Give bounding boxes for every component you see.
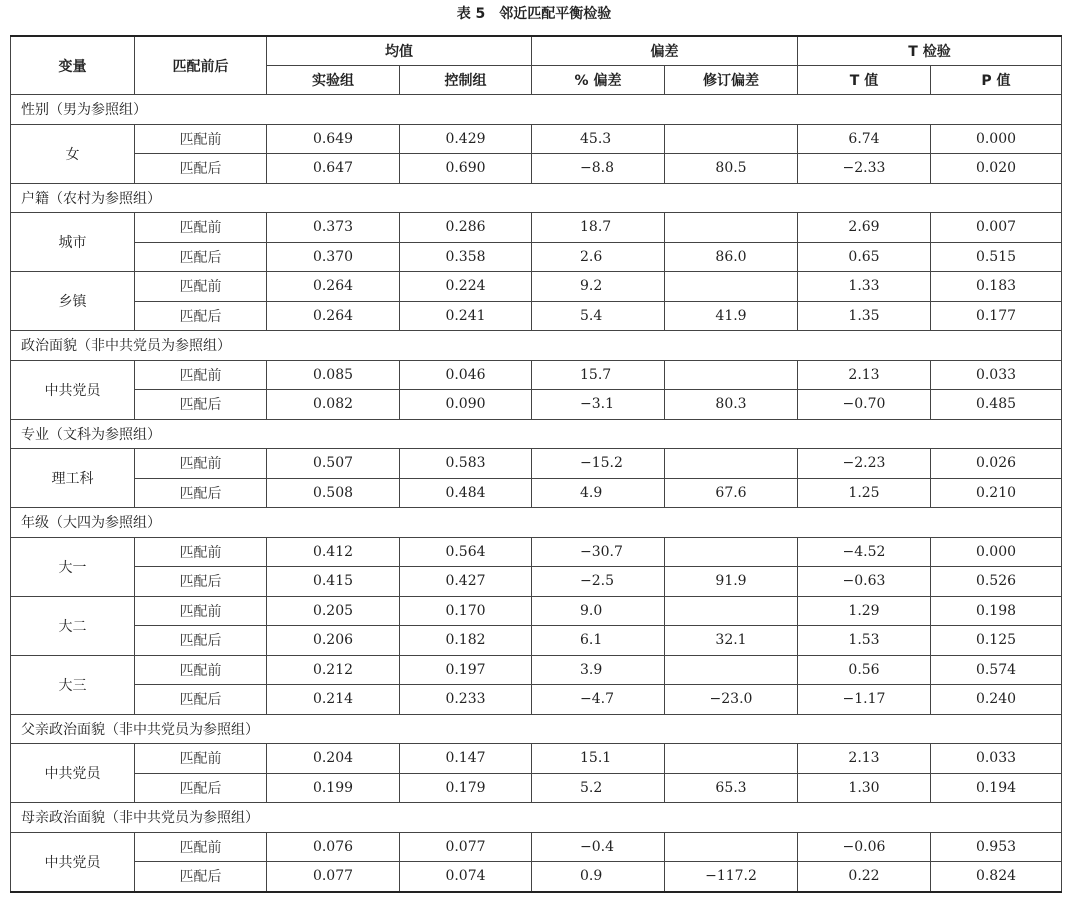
table-row (11, 242, 1062, 272)
p-value-cell: 0.194 (931, 773, 1062, 803)
control-mean-cell: 0.429 (400, 124, 532, 154)
stage-cell: 匹配前 (135, 537, 267, 567)
stage-cell: 匹配前 (135, 449, 267, 479)
group-row (11, 419, 1062, 449)
reduction-cell (665, 744, 798, 774)
pct-bias-cell: 15.1 (532, 744, 665, 774)
t-value-cell: 1.53 (798, 626, 931, 656)
table-row (11, 390, 1062, 420)
table-row (11, 301, 1062, 331)
header-ttest: T 检验 (798, 36, 1062, 66)
stage-cell: 匹配后 (135, 567, 267, 597)
stage-cell: 匹配后 (135, 154, 267, 184)
treated-mean-cell: 0.412 (267, 537, 400, 567)
header-bias: 偏差 (532, 36, 798, 66)
control-mean-cell: 0.046 (400, 360, 532, 390)
t-value-cell: 6.74 (798, 124, 931, 154)
stage-cell: 匹配前 (135, 124, 267, 154)
treated-mean-cell: 0.214 (267, 685, 400, 715)
group-row (11, 95, 1062, 125)
stage-cell: 匹配前 (135, 596, 267, 626)
header-treated: 实验组 (267, 66, 400, 95)
p-value-cell: 0.198 (931, 596, 1062, 626)
p-value-cell: 0.210 (931, 478, 1062, 508)
reduction-cell: 91.9 (665, 567, 798, 597)
reduction-cell (665, 124, 798, 154)
reduction-cell: 65.3 (665, 773, 798, 803)
pct-bias-cell: −8.8 (532, 154, 665, 184)
t-value-cell: −1.17 (798, 685, 931, 715)
treated-mean-cell: 0.264 (267, 272, 400, 302)
p-value-cell: 0.125 (931, 626, 1062, 656)
treated-mean-cell: 0.212 (267, 655, 400, 685)
variable-name: 中共党员 (11, 744, 135, 803)
group-title: 母亲政治面貌（非中共党员为参照组） (11, 803, 1062, 833)
treated-mean-cell: 0.373 (267, 213, 400, 243)
pct-bias-cell: 6.1 (532, 626, 665, 656)
reduction-cell: −117.2 (665, 862, 798, 892)
p-value-cell: 0.026 (931, 449, 1062, 479)
group-title: 专业（文科为参照组） (11, 419, 1062, 449)
t-value-cell: −0.70 (798, 390, 931, 420)
header-pct-bias: % 偏差 (532, 66, 665, 95)
t-value-cell: −4.52 (798, 537, 931, 567)
p-value-cell: 0.824 (931, 862, 1062, 892)
reduction-cell (665, 360, 798, 390)
table-row (11, 360, 1062, 390)
header-reduction: 修订偏差 (665, 66, 798, 95)
variable-name: 中共党员 (11, 360, 135, 419)
header-stage: 匹配前后 (135, 36, 267, 95)
treated-mean-cell: 0.199 (267, 773, 400, 803)
t-value-cell: 0.56 (798, 655, 931, 685)
control-mean-cell: 0.090 (400, 390, 532, 420)
reduction-cell (665, 213, 798, 243)
control-mean-cell: 0.233 (400, 685, 532, 715)
t-value-cell: 1.35 (798, 301, 931, 331)
t-value-cell: 1.29 (798, 596, 931, 626)
balance-table (10, 35, 1062, 893)
stage-cell: 匹配后 (135, 390, 267, 420)
pct-bias-cell: 5.2 (532, 773, 665, 803)
table-row (11, 773, 1062, 803)
treated-mean-cell: 0.085 (267, 360, 400, 390)
reduction-cell (665, 832, 798, 862)
table-row (11, 124, 1062, 154)
table-row (11, 596, 1062, 626)
treated-mean-cell: 0.508 (267, 478, 400, 508)
p-value-cell: 0.485 (931, 390, 1062, 420)
header-control: 控制组 (400, 66, 532, 95)
stage-cell: 匹配后 (135, 478, 267, 508)
table-row (11, 537, 1062, 567)
pct-bias-cell: 45.3 (532, 124, 665, 154)
group-title: 户籍（农村为参照组） (11, 183, 1062, 213)
p-value-cell: 0.240 (931, 685, 1062, 715)
header-p-value: P 值 (931, 66, 1062, 95)
table-row (11, 213, 1062, 243)
t-value-cell: 1.33 (798, 272, 931, 302)
header-t-value: T 值 (798, 66, 931, 95)
reduction-cell: 41.9 (665, 301, 798, 331)
p-value-cell: 0.526 (931, 567, 1062, 597)
control-mean-cell: 0.286 (400, 213, 532, 243)
p-value-cell: 0.033 (931, 360, 1062, 390)
treated-mean-cell: 0.082 (267, 390, 400, 420)
t-value-cell: 2.69 (798, 213, 931, 243)
control-mean-cell: 0.484 (400, 478, 532, 508)
reduction-cell: 67.6 (665, 478, 798, 508)
t-value-cell: −0.06 (798, 832, 931, 862)
treated-mean-cell: 0.649 (267, 124, 400, 154)
p-value-cell: 0.033 (931, 744, 1062, 774)
stage-cell: 匹配前 (135, 272, 267, 302)
reduction-cell: 86.0 (665, 242, 798, 272)
table-row (11, 478, 1062, 508)
table-body (11, 95, 1062, 892)
stage-cell: 匹配前 (135, 213, 267, 243)
control-mean-cell: 0.358 (400, 242, 532, 272)
group-row (11, 508, 1062, 538)
stage-cell: 匹配后 (135, 685, 267, 715)
stage-cell: 匹配后 (135, 773, 267, 803)
table-row (11, 655, 1062, 685)
treated-mean-cell: 0.647 (267, 154, 400, 184)
header-mean: 均值 (267, 36, 532, 66)
pct-bias-cell: 5.4 (532, 301, 665, 331)
t-value-cell: 2.13 (798, 360, 931, 390)
stage-cell: 匹配前 (135, 655, 267, 685)
table-row (11, 449, 1062, 479)
stage-cell: 匹配后 (135, 242, 267, 272)
table-row (11, 744, 1062, 774)
pct-bias-cell: −15.2 (532, 449, 665, 479)
control-mean-cell: 0.197 (400, 655, 532, 685)
control-mean-cell: 0.241 (400, 301, 532, 331)
variable-name: 大二 (11, 596, 135, 655)
table-row (11, 154, 1062, 184)
header-variable: 变量 (11, 36, 135, 95)
group-row (11, 714, 1062, 744)
pct-bias-cell: −30.7 (532, 537, 665, 567)
variable-name: 城市 (11, 213, 135, 272)
p-value-cell: 0.183 (931, 272, 1062, 302)
reduction-cell: 80.5 (665, 154, 798, 184)
variable-name: 中共党员 (11, 832, 135, 892)
treated-mean-cell: 0.076 (267, 832, 400, 862)
pct-bias-cell: −2.5 (532, 567, 665, 597)
p-value-cell: 0.000 (931, 124, 1062, 154)
reduction-cell (665, 596, 798, 626)
treated-mean-cell: 0.264 (267, 301, 400, 331)
p-value-cell: 0.177 (931, 301, 1062, 331)
group-row (11, 803, 1062, 833)
group-title: 政治面貌（非中共党员为参照组） (11, 331, 1062, 361)
treated-mean-cell: 0.204 (267, 744, 400, 774)
group-title: 性别（男为参照组） (11, 95, 1062, 125)
variable-name: 大一 (11, 537, 135, 596)
group-row (11, 183, 1062, 213)
reduction-cell (665, 655, 798, 685)
group-row (11, 331, 1062, 361)
control-mean-cell: 0.564 (400, 537, 532, 567)
t-value-cell: −2.23 (798, 449, 931, 479)
control-mean-cell: 0.179 (400, 773, 532, 803)
t-value-cell: 0.65 (798, 242, 931, 272)
pct-bias-cell: −3.1 (532, 390, 665, 420)
t-value-cell: 2.13 (798, 744, 931, 774)
p-value-cell: 0.953 (931, 832, 1062, 862)
treated-mean-cell: 0.370 (267, 242, 400, 272)
table-row (11, 685, 1062, 715)
pct-bias-cell: −0.4 (532, 832, 665, 862)
treated-mean-cell: 0.415 (267, 567, 400, 597)
p-value-cell: 0.574 (931, 655, 1062, 685)
reduction-cell (665, 449, 798, 479)
pct-bias-cell: −4.7 (532, 685, 665, 715)
table-row (11, 626, 1062, 656)
reduction-cell: 80.3 (665, 390, 798, 420)
table-row (11, 567, 1062, 597)
group-title: 年级（大四为参照组） (11, 508, 1062, 538)
stage-cell: 匹配后 (135, 862, 267, 892)
group-title: 父亲政治面貌（非中共党员为参照组） (11, 714, 1062, 744)
variable-name: 大三 (11, 655, 135, 714)
control-mean-cell: 0.583 (400, 449, 532, 479)
pct-bias-cell: 0.9 (532, 862, 665, 892)
stage-cell: 匹配前 (135, 744, 267, 774)
treated-mean-cell: 0.507 (267, 449, 400, 479)
control-mean-cell: 0.690 (400, 154, 532, 184)
t-value-cell: −0.63 (798, 567, 931, 597)
reduction-cell: 32.1 (665, 626, 798, 656)
p-value-cell: 0.020 (931, 154, 1062, 184)
table-row (11, 832, 1062, 862)
stage-cell: 匹配前 (135, 360, 267, 390)
control-mean-cell: 0.182 (400, 626, 532, 656)
pct-bias-cell: 3.9 (532, 655, 665, 685)
control-mean-cell: 0.077 (400, 832, 532, 862)
treated-mean-cell: 0.205 (267, 596, 400, 626)
reduction-cell (665, 537, 798, 567)
control-mean-cell: 0.147 (400, 744, 532, 774)
treated-mean-cell: 0.077 (267, 862, 400, 892)
control-mean-cell: 0.074 (400, 862, 532, 892)
pct-bias-cell: 9.2 (532, 272, 665, 302)
variable-name: 理工科 (11, 449, 135, 508)
control-mean-cell: 0.224 (400, 272, 532, 302)
pct-bias-cell: 9.0 (532, 596, 665, 626)
stage-cell: 匹配前 (135, 832, 267, 862)
stage-cell: 匹配后 (135, 626, 267, 656)
t-value-cell: 0.22 (798, 862, 931, 892)
table-row (11, 862, 1062, 892)
pct-bias-cell: 4.9 (532, 478, 665, 508)
treated-mean-cell: 0.206 (267, 626, 400, 656)
t-value-cell: −2.33 (798, 154, 931, 184)
variable-name: 女 (11, 124, 135, 183)
control-mean-cell: 0.427 (400, 567, 532, 597)
table-caption: 表 5 邻近匹配平衡检验 (456, 6, 612, 22)
reduction-cell (665, 272, 798, 302)
table-row (11, 272, 1062, 302)
p-value-cell: 0.000 (931, 537, 1062, 567)
stage-cell: 匹配后 (135, 301, 267, 331)
pct-bias-cell: 15.7 (532, 360, 665, 390)
p-value-cell: 0.007 (931, 213, 1062, 243)
pct-bias-cell: 18.7 (532, 213, 665, 243)
control-mean-cell: 0.170 (400, 596, 532, 626)
t-value-cell: 1.25 (798, 478, 931, 508)
reduction-cell: −23.0 (665, 685, 798, 715)
t-value-cell: 1.30 (798, 773, 931, 803)
p-value-cell: 0.515 (931, 242, 1062, 272)
variable-name: 乡镇 (11, 272, 135, 331)
pct-bias-cell: 2.6 (532, 242, 665, 272)
